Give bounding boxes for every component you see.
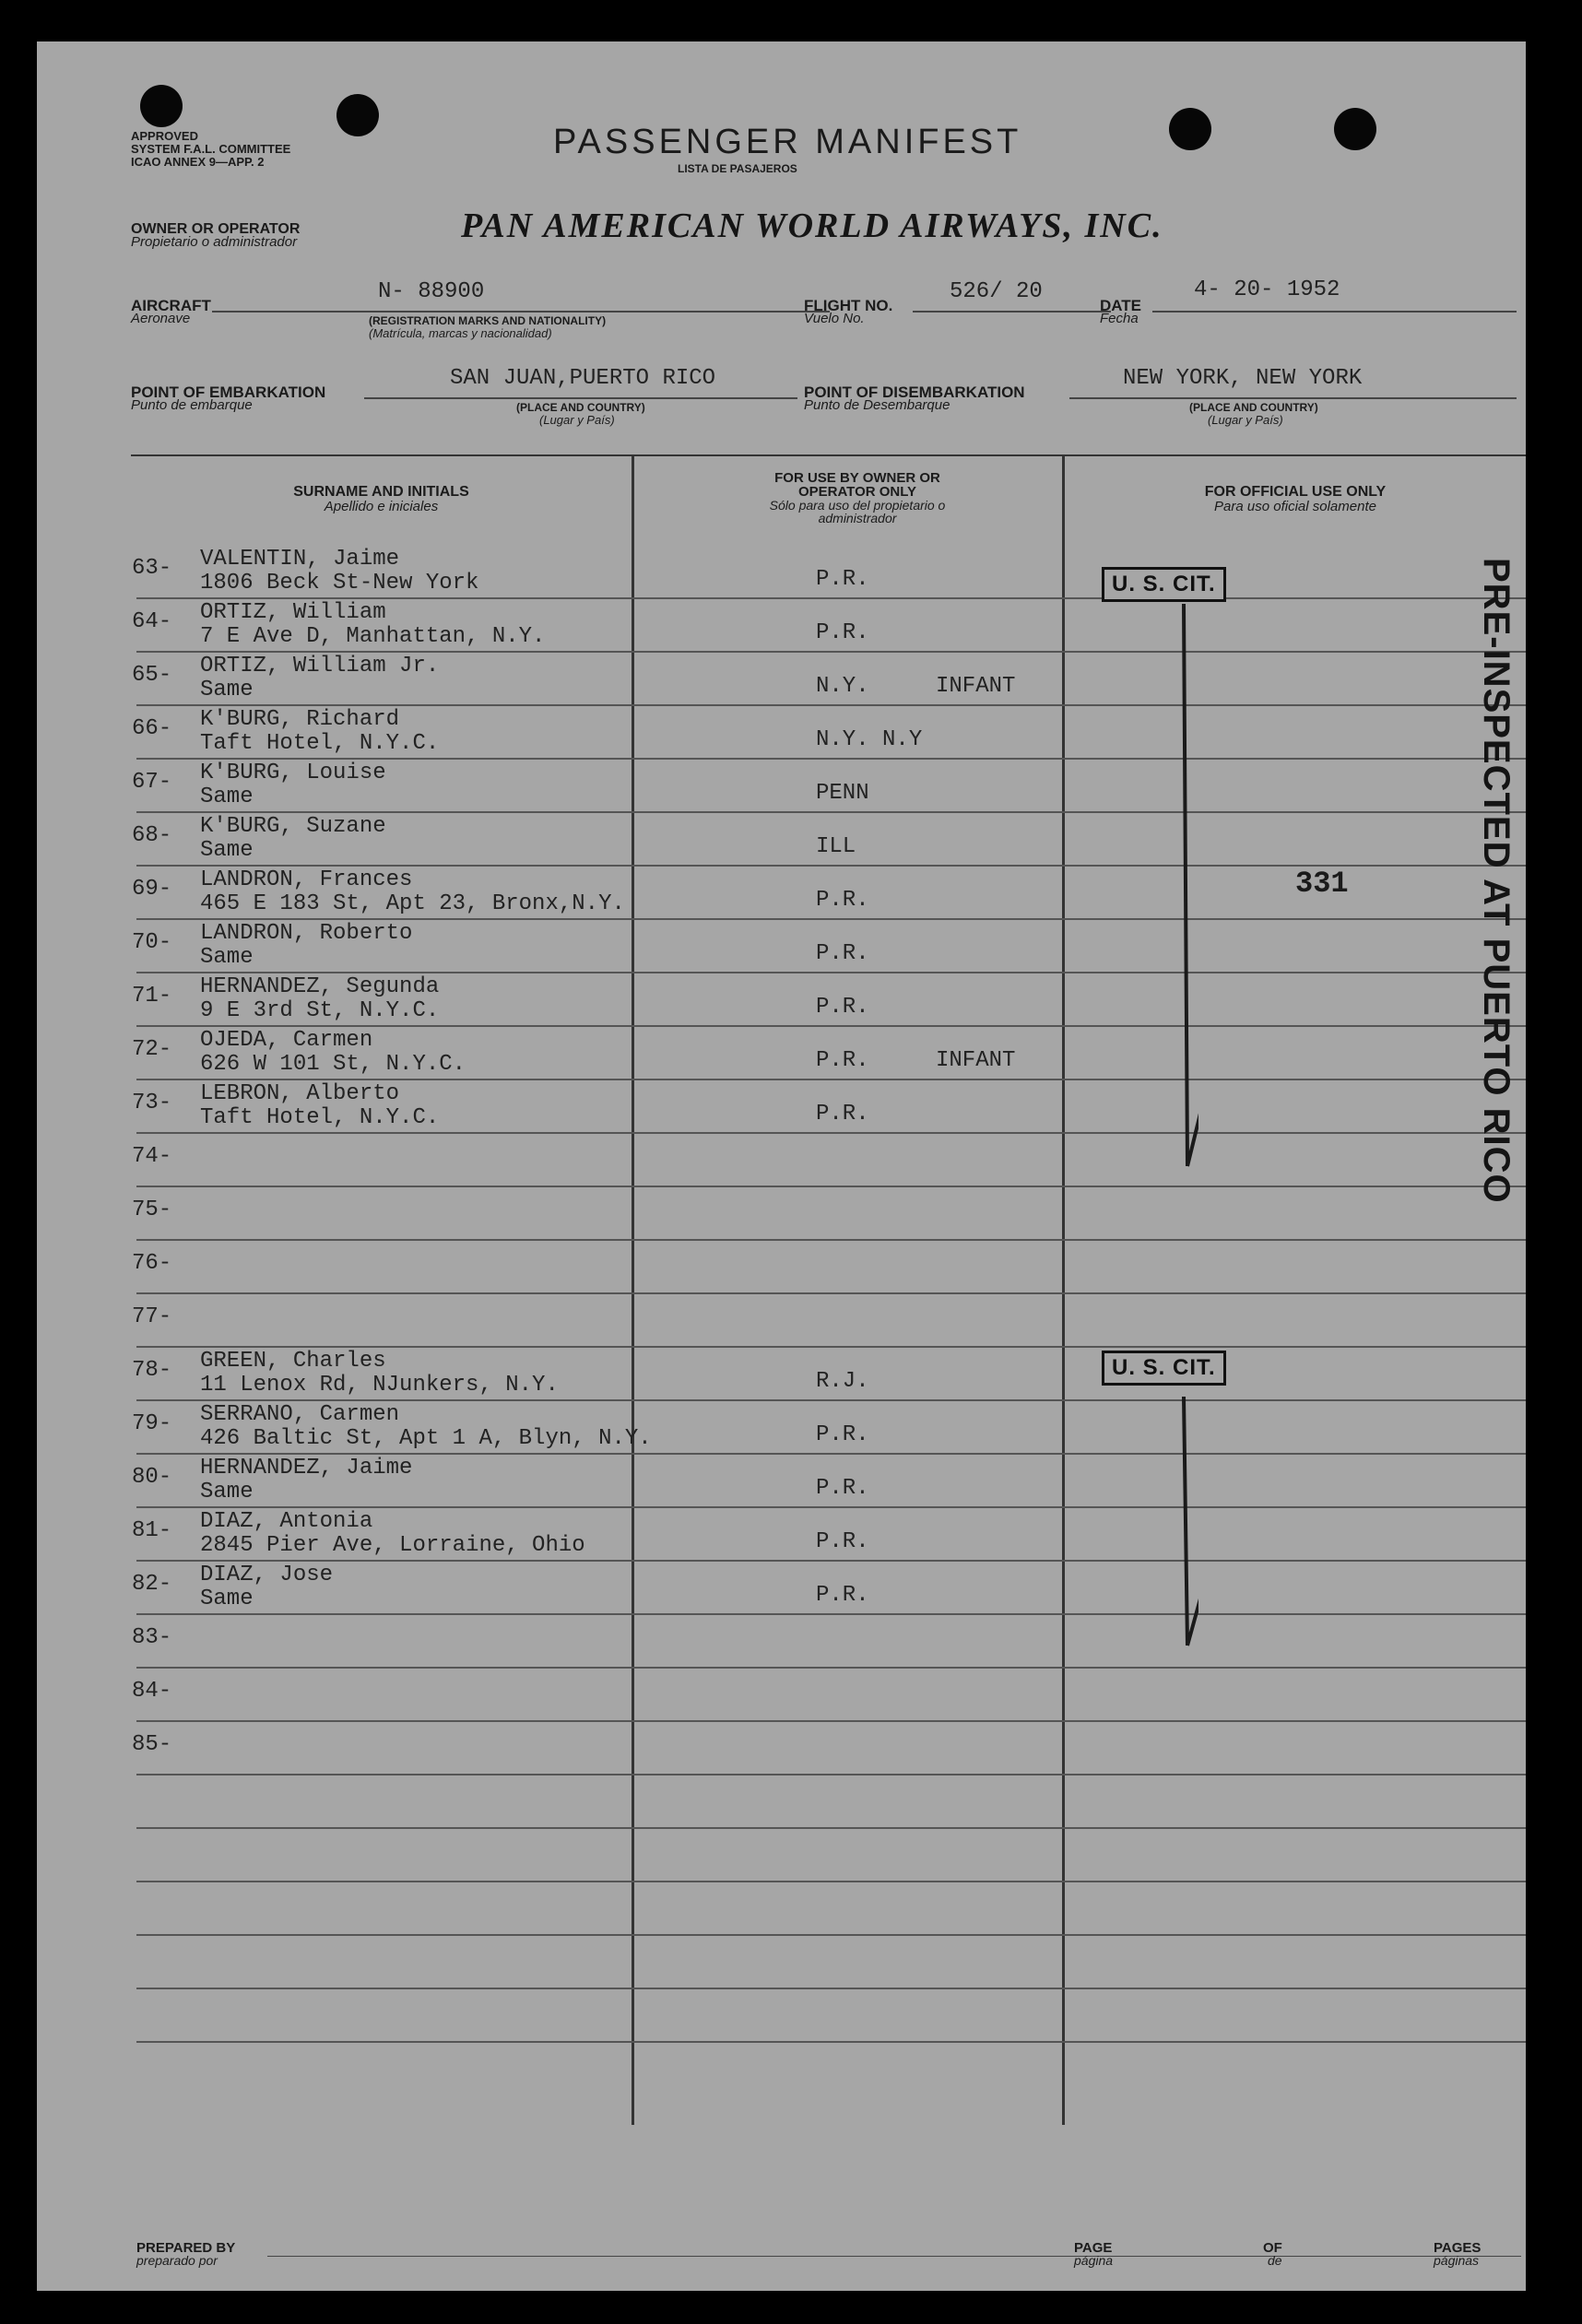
row-number: 72- [132,1037,172,1062]
row-number: 84- [132,1679,172,1704]
blank-row-rule [136,1827,1526,1829]
row-number: 74- [132,1144,172,1169]
owner-value: PAN AMERICAN WORLD AIRWAYS, INC. [461,206,1163,245]
prepared-by-label: PREPARED BY [136,2240,236,2256]
row-rule [136,1720,1526,1722]
committee-text: SYSTEM F.A.L. COMMITTEE [131,142,291,156]
passenger-name: DIAZ, Antonia [200,1509,373,1534]
blank-row-rule [136,2041,1526,2043]
blank-row-rule [136,1881,1526,1882]
column-divider [632,456,634,2125]
row-rule [136,704,1526,706]
row-number: 68- [132,823,172,848]
passenger-name: OJEDA, Carmen [200,1028,373,1053]
passenger-name: ORTIZ, William [200,600,386,625]
page-subtitle: LISTA DE PASAJEROS [678,162,797,175]
embark-place-note-es: (Lugar y País) [539,413,615,427]
owner-label-es: Propietario o administrador [131,234,298,250]
date-label: DATE [1100,297,1142,314]
aircraft-label: AIRCRAFT [131,297,211,314]
punch-hole [336,94,379,136]
row-number: 83- [132,1625,172,1650]
disembark-place-note-es: (Lugar y País) [1208,413,1283,427]
nationality-code: P.R. [816,1102,869,1127]
passenger-address: Taft Hotel, N.Y.C. [200,1105,440,1130]
embark-place-note: (PLACE AND COUNTRY) [516,401,645,414]
row-rule [136,1079,1526,1080]
registration-note: (REGISTRATION MARKS AND NATIONALITY) [369,314,607,327]
nationality-code: R.J. [816,1369,869,1394]
row-number: 70- [132,930,172,955]
nationality-code: N.Y. N.Y [816,727,923,752]
passenger-address: Taft Hotel, N.Y.C. [200,731,440,756]
disembark-label-es: Punto de Desembarque [804,397,950,413]
row-rule [136,758,1526,760]
row-number: 77- [132,1304,172,1329]
row-rule [136,1132,1526,1134]
row-rule [136,1186,1526,1187]
punch-hole [1334,108,1376,150]
approved-text: APPROVED [131,129,198,143]
embark-label: POINT OF EMBARKATION [131,383,326,401]
row-number: 82- [132,1572,172,1597]
flight-label-es: Vuelo No. [804,311,865,326]
row-rule [136,1346,1526,1348]
prepared-by-label-es: preparado por [136,2253,218,2268]
embark-label-es: Punto de embarque [131,397,253,413]
preinspected-stamp: PRE-INSPECTED AT PUERTO RICO [1476,558,1517,1204]
blank-row-rule [136,1988,1526,1989]
stamp-number: 331 [1295,867,1349,901]
passenger-name: HERNANDEZ, Jaime [200,1456,413,1481]
passenger-name: SERRANO, Carmen [200,1402,400,1427]
passenger-address: 1806 Beck St-New York [200,571,479,596]
row-rule [136,1667,1526,1669]
row-rule [136,811,1526,813]
us-citizen-stamp: U. S. CIT. [1102,567,1226,602]
row-rule [136,1613,1526,1615]
row-number: 76- [132,1251,172,1276]
passenger-address: 2845 Pier Ave, Lorraine, Ohio [200,1533,585,1558]
surname-column-header: SURNAME AND INITIALS [293,484,469,500]
passenger-address: Same [200,1480,254,1504]
nationality-code: P.R. [816,1422,869,1447]
date-value: 4- 20- 1952 [1194,277,1340,302]
aircraft-value: N- 88900 [378,279,485,304]
registration-note-es: (Matrícula, marcas y nacionalidad) [369,326,552,340]
page-label: PAGE [1074,2240,1113,2256]
nationality-code: P.R. [816,995,869,1020]
surname-column-header-es: Apellido e iniciales [324,499,439,514]
page-title: PASSENGER MANIFEST [553,123,1022,161]
passenger-address: Same [200,945,254,970]
pages-label: PAGES [1434,2240,1482,2256]
row-rule [136,1453,1526,1455]
official-use-column-header: FOR OFFICIAL USE ONLY [1204,484,1387,500]
passenger-note: INFANT [936,674,1016,699]
passenger-address: 11 Lenox Rd, NJunkers, N.Y. [200,1373,559,1398]
passenger-name: VALENTIN, Jaime [200,547,400,572]
row-rule [136,918,1526,920]
passenger-name: GREEN, Charles [200,1349,386,1374]
passenger-name: ORTIZ, William Jr. [200,654,440,678]
nationality-code: P.R. [816,1476,869,1501]
nationality-code: P.R. [816,1583,869,1608]
passenger-name: HERNANDEZ, Segunda [200,974,440,999]
row-number: 75- [132,1197,172,1222]
checkmark-lines [1088,595,1198,1701]
punch-hole [1169,108,1211,150]
row-rule [136,651,1526,653]
nationality-code: PENN [816,781,869,806]
passenger-name: K'BURG, Richard [200,707,400,732]
flight-label: FLIGHT NO. [804,297,893,314]
row-number: 71- [132,984,172,1009]
pages-label-es: páginas [1434,2253,1480,2268]
annex-text: ICAO ANNEX 9—APP. 2 [131,155,265,169]
row-number: 69- [132,877,172,902]
blank-row-rule [136,1934,1526,1936]
row-rule [136,1239,1526,1241]
row-number: 80- [132,1465,172,1490]
passenger-address: Same [200,838,254,863]
nationality-code: P.R. [816,888,869,913]
passenger-address: 626 W 101 St, N.Y.C. [200,1052,466,1077]
nationality-code: P.R. [816,941,869,966]
owner-use-column-header: FOR USE BY OWNER OR OPERATOR ONLY [774,470,940,500]
nationality-code: P.R. [816,1529,869,1554]
nationality-code: P.R. [816,567,869,592]
disembark-place-note: (PLACE AND COUNTRY) [1189,401,1318,414]
disembark-label: POINT OF DISEMBARKATION [804,383,1025,401]
punch-hole [140,85,183,127]
row-number: 66- [132,716,172,741]
owner-use-column-header-es: Sólo para uso del propietario o administrador [769,498,946,525]
us-citizen-stamp: U. S. CIT. [1102,1351,1226,1386]
nationality-code: P.R. [816,1048,869,1073]
passenger-name: LEBRON, Alberto [200,1081,400,1106]
column-divider [1062,456,1065,2125]
row-number: 63- [132,556,172,581]
row-rule [136,1292,1526,1294]
passenger-address: 9 E 3rd St, N.Y.C. [200,998,440,1023]
nationality-code: ILL [816,834,856,859]
row-rule [136,1774,1526,1775]
row-rule [136,1560,1526,1562]
passenger-address: 426 Baltic St, Apt 1 A, Blyn, N.Y. [200,1426,652,1451]
row-rule [136,972,1526,973]
row-number: 79- [132,1411,172,1436]
row-number: 81- [132,1518,172,1543]
disembark-value: NEW YORK, NEW YORK [1123,366,1363,391]
row-rule [136,597,1526,599]
passenger-address: Same [200,1587,254,1611]
passenger-note: INFANT [936,1048,1016,1073]
of-label-es: de [1268,2253,1282,2268]
nationality-code: P.R. [816,620,869,645]
passenger-address: 465 E 183 St, Apt 23, Bronx,N.Y. [200,891,625,916]
official-use-column-header-es: Para uso oficial solamente [1214,499,1376,514]
row-rule [136,1025,1526,1027]
of-label: OF [1263,2240,1282,2256]
owner-label: OWNER OR OPERATOR [131,221,301,237]
passenger-name: LANDRON, Frances [200,867,413,892]
flight-value: 526/ 20 [950,279,1043,304]
manifest-sheet [37,41,1526,2291]
passenger-address: Same [200,678,254,702]
row-rule [136,1506,1526,1508]
row-number: 67- [132,770,172,795]
passenger-name: K'BURG, Louise [200,761,386,785]
passenger-address: Same [200,784,254,809]
passenger-name: LANDRON, Roberto [200,921,413,946]
row-number: 73- [132,1091,172,1115]
embark-value: SAN JUAN,PUERTO RICO [450,366,716,391]
page-label-es: página [1074,2253,1114,2268]
passenger-name: K'BURG, Suzane [200,814,386,839]
row-number: 64- [132,609,172,634]
passenger-address: 7 E Ave D, Manhattan, N.Y. [200,624,546,649]
row-number: 65- [132,663,172,688]
row-number: 78- [132,1358,172,1383]
date-label-es: Fecha [1100,311,1139,326]
row-rule [136,1399,1526,1401]
passenger-name: DIAZ, Jose [200,1563,334,1587]
aircraft-label-es: Aeronave [131,311,191,326]
row-number: 85- [132,1732,172,1757]
nationality-code: N.Y. [816,674,869,699]
